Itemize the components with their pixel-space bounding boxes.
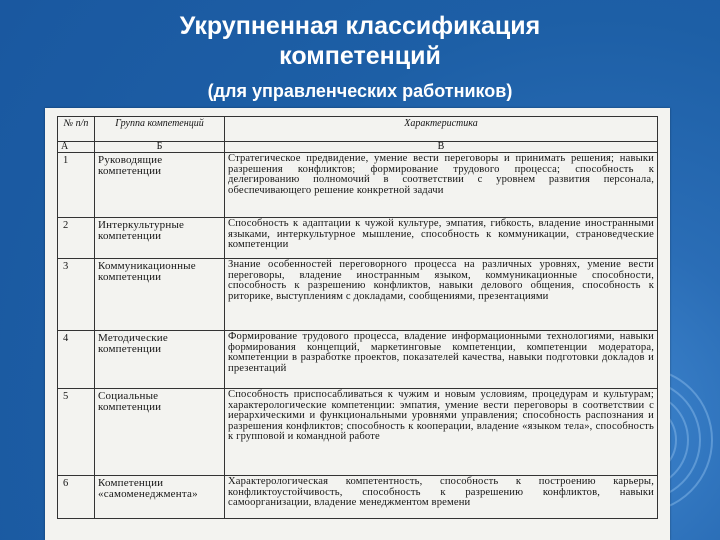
competency-group: Интеркультурные компетенции [95,218,225,259]
competency-group: Руководящие компетенции [95,153,225,218]
table-row [58,331,658,389]
slide-title-line-2: компетенций [279,42,441,70]
competency-table [57,116,658,519]
slide-subtitle: (для управленческих работников) [207,81,513,101]
header-characteristic: Характеристика [225,117,658,142]
competency-description: Характерологическая компетентность, способность к построению карьеры, конфликтоустойчивость, способность к разрешению конфликтов, навыки самоорганизации, владение менеджментом времени [225,476,658,519]
competency-group: Методические компетенции [95,331,225,389]
table-header-row [58,117,658,142]
table-row [58,476,658,519]
row-number: 1 [58,153,95,218]
header-group: Группа компетенций [95,117,225,142]
row-number: 6 [58,476,95,519]
scanned-document [45,108,670,540]
table-row [58,389,658,476]
competency-group: Коммуникационные компетенции [95,259,225,331]
row-number: 3 [58,259,95,331]
competency-description: Знание особенностей переговорного процесса на различных уровнях, умение вести переговоры, владение иностранным языком, коммуникационные способности, способность к разрешению конфликтов, навыки делового общения, способность к риторике, выступлениям с докладами, сообщениями, презентациями [225,259,658,331]
table-letter-row [58,142,658,153]
letter-b: Б [95,142,225,153]
letter-a: А [58,142,95,153]
row-number: 2 [58,218,95,259]
header-num: № п/п [58,117,95,142]
letter-v: В [225,142,658,153]
table-row [58,259,658,331]
competency-description: Способность приспосабливаться к чужим и новым условиям, процедурам и культурам; характерологические компетенции: эмпатия, умение вести переговоры в соответствии с иерархическими и функциональными уровнями управления; способность распознания и разрешения конфликтов; способность к кооперации, владение «языком тела», способность к групповой и командной работе [225,389,658,476]
competency-group: Социальные компетенции [95,389,225,476]
competency-description: Формирование трудового процесса, владение информационными технологиями, навыки формирования концепций, маркетинговые компетенции, компетенции модератора, компетенции в разработке проектов, показателей качества, навыки подготовки докладов и презентаций [225,331,658,389]
competency-description: Стратегическое предвидение, умение вести переговоры и принимать решения; навыки разрешения конфликтов; формирование трудового процесса; способность к делегированию полномочий в соответствии с уровнем развития персонала, обеспечивающего решение конкретной задачи [225,153,658,218]
competency-group: Компетенции «самоменеджмента» [95,476,225,519]
competency-description: Способность к адаптации к чужой культуре, эмпатия, гибкость, владение иностранными языками, интеркультурное мышление, способность к коммуникации, страноведческие компетенции [225,218,658,259]
table-row [58,218,658,259]
row-number: 4 [58,331,95,389]
table-row [58,153,658,218]
row-number: 5 [58,389,95,476]
slide-title-line-1: Укрупненная классификация [179,12,541,40]
